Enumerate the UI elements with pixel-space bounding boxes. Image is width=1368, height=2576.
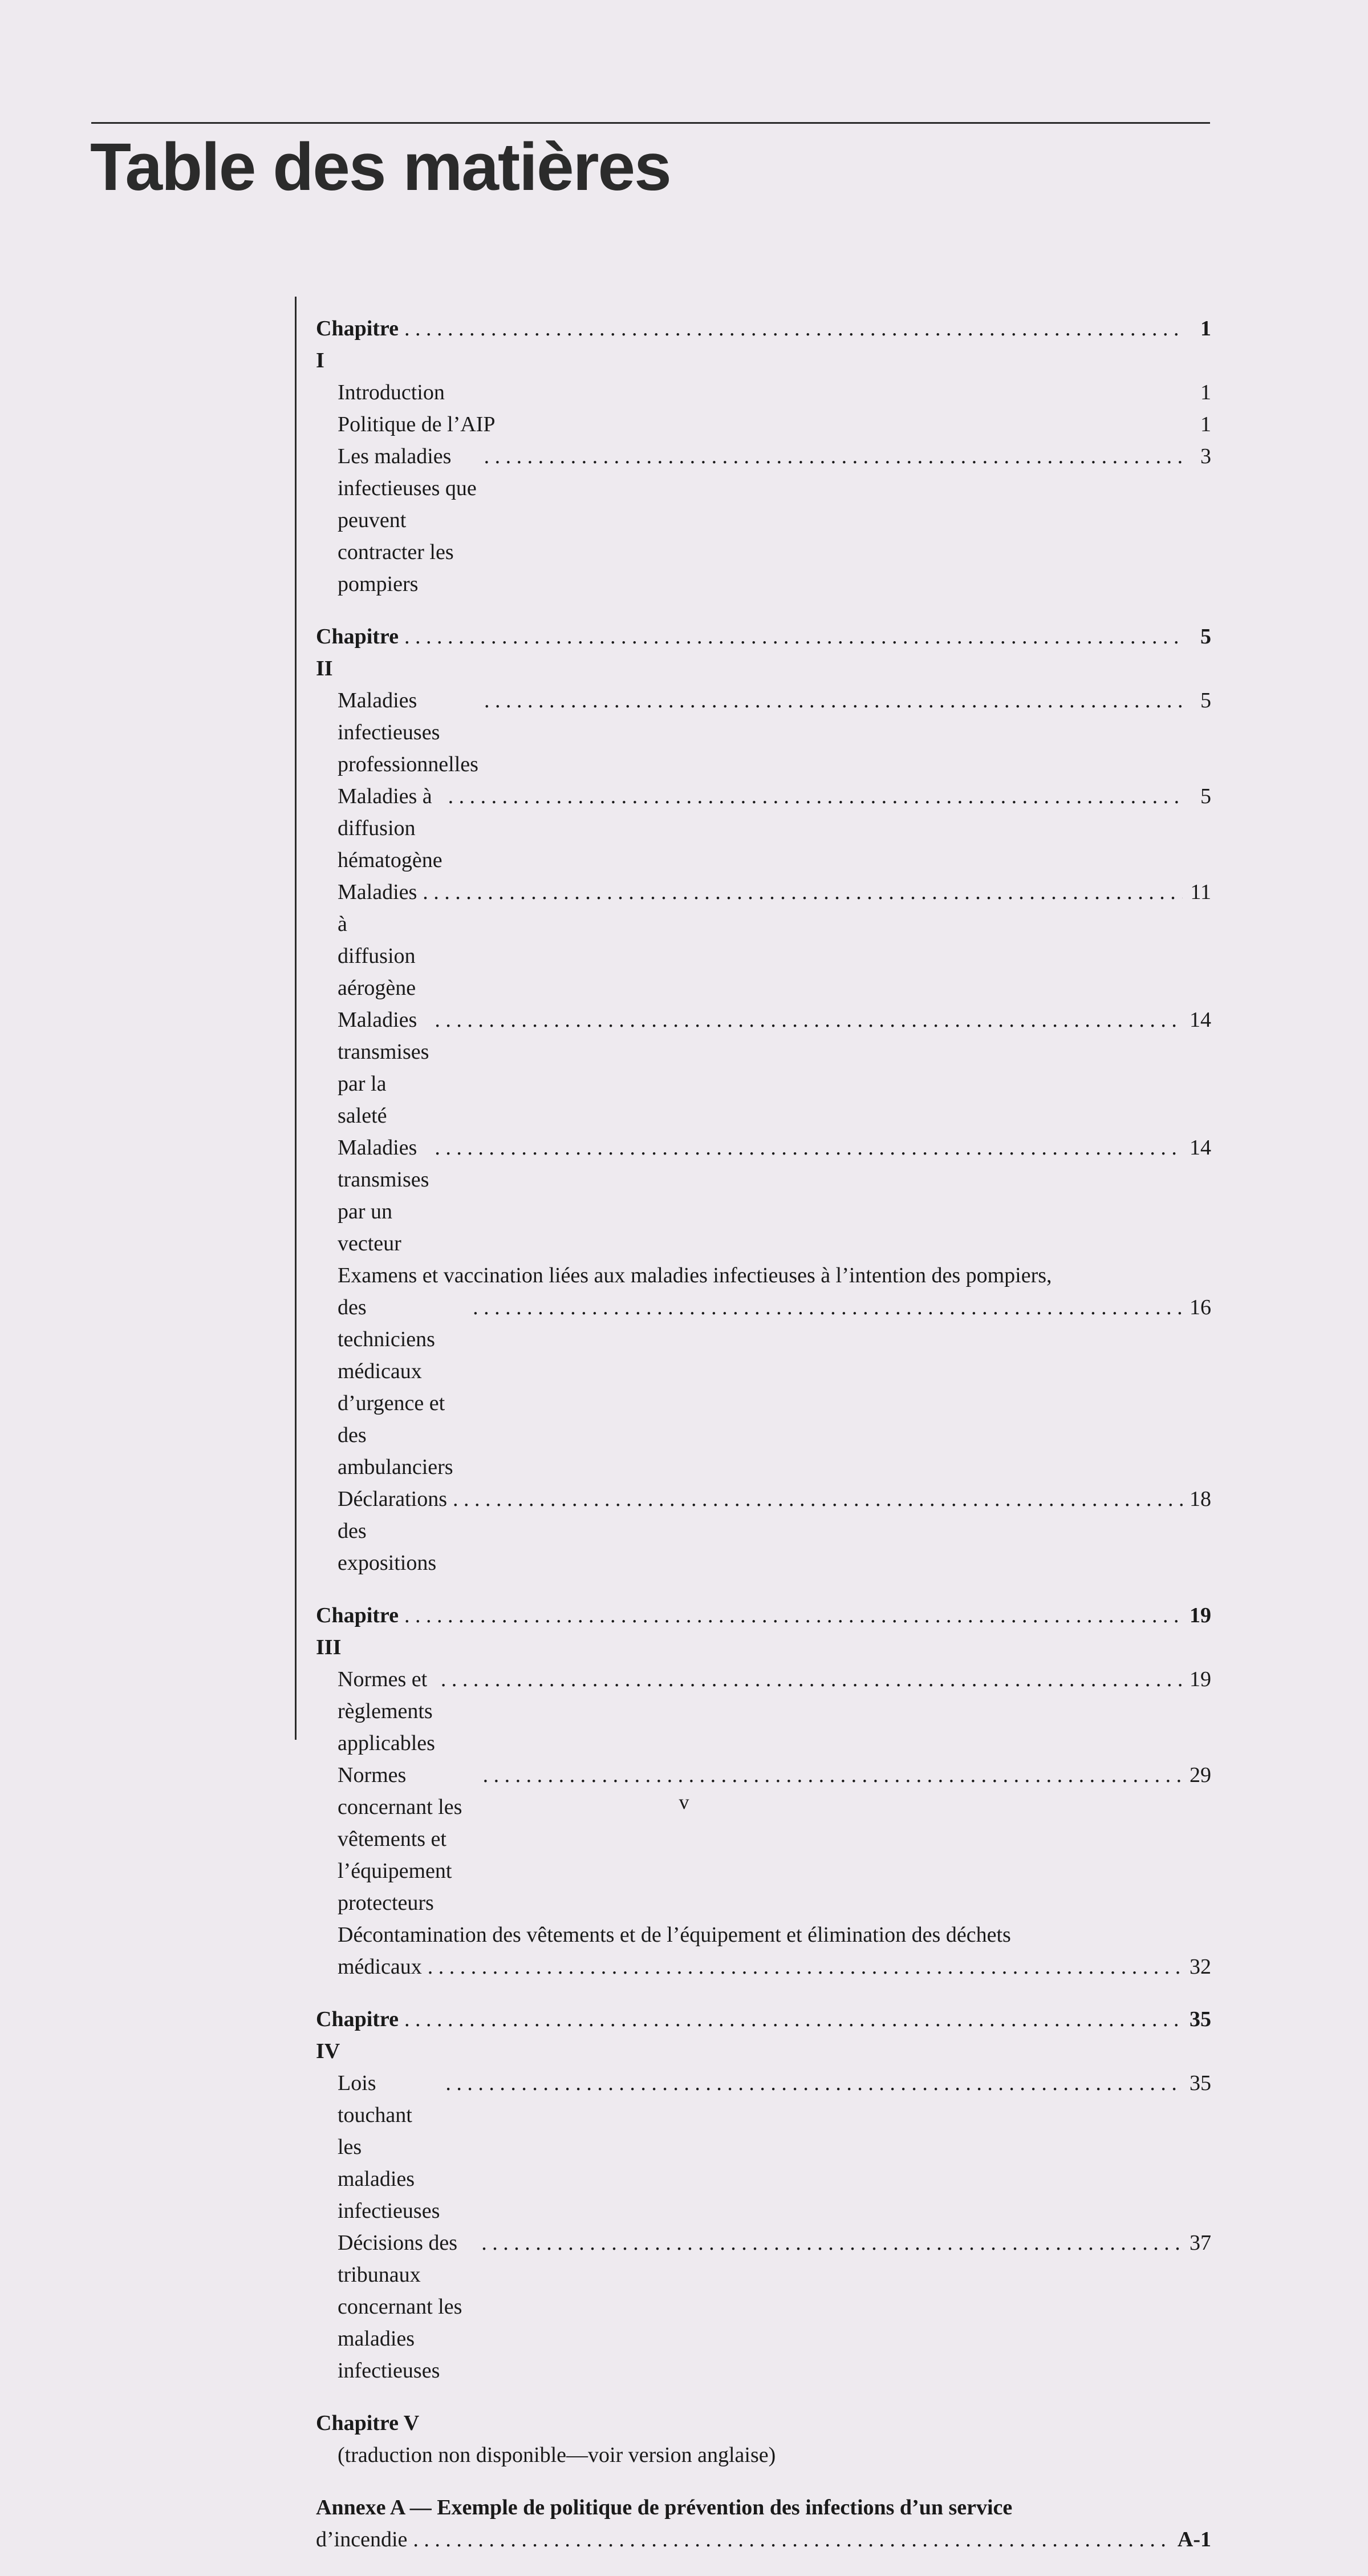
toc-entry[interactable] [316, 684, 1211, 780]
dot-leader [413, 2524, 1172, 2555]
toc-entry-continuation[interactable] [316, 1951, 1211, 1983]
dot-leader [404, 621, 1183, 653]
annex-a [316, 2492, 1211, 2555]
chapter-4 [316, 2003, 1211, 2387]
chapter-heading[interactable] [316, 2407, 1211, 2439]
annex-title-line2: d’incendie [316, 2528, 408, 2551]
page-ref: 35 [1190, 2071, 1211, 2095]
chapter-heading[interactable] [316, 621, 1211, 684]
table-of-contents [316, 313, 1211, 2576]
chapter-5 [316, 2407, 1211, 2471]
toc-entry[interactable] [316, 2439, 1211, 2471]
side-rule [295, 297, 297, 1740]
dot-leader [484, 440, 1183, 472]
dot-leader [483, 1759, 1183, 1791]
toc-entry[interactable] [316, 1132, 1211, 1259]
page-ref: 5 [1200, 784, 1211, 808]
chapter-2 [316, 621, 1211, 1579]
entry-label-line2: médicaux [338, 1955, 422, 1979]
entry-label: Maladies infectieuses professionnelles [338, 688, 478, 776]
page-ref: 19 [1190, 1603, 1211, 1627]
annex-heading[interactable] [316, 2492, 1211, 2524]
dot-leader [435, 1132, 1183, 1164]
page-number: v [679, 1791, 689, 1813]
entry-label-line2: des techniciens médicaux d’urgence et des ambulanciers [338, 1295, 453, 1479]
dot-leader [484, 684, 1183, 716]
toc-entry[interactable] [316, 876, 1211, 1004]
entry-label: Lois touchant les maladies infectieuses [338, 2071, 440, 2223]
dot-leader [448, 780, 1183, 812]
dot-leader [428, 1951, 1183, 1983]
toc-entry[interactable] [316, 440, 1211, 600]
chapter-heading[interactable] [316, 313, 1211, 376]
chapter-title: Chapitre IV [316, 2007, 399, 2063]
dot-leader [404, 2003, 1183, 2035]
chapter-title: Chapitre I [316, 317, 399, 372]
page-ref: 14 [1190, 1008, 1211, 1032]
entry-label: Politique de l’AIP [338, 412, 496, 436]
dot-leader [404, 313, 1183, 345]
page-ref: A-1 [1177, 2528, 1211, 2551]
chapter-title: Chapitre III [316, 1603, 399, 1659]
annex-heading-continuation[interactable] [316, 2524, 1211, 2555]
entry-label: Maladies à diffusion hématogène [338, 784, 443, 872]
page-ref: 1 [1200, 380, 1211, 404]
page-ref: 14 [1190, 1136, 1211, 1160]
entry-label-line1: Décontamination des vêtements et de l’équipement et élimination des déchets [338, 1923, 1011, 1947]
toc-entry[interactable] [316, 1483, 1211, 1579]
page-ref: 16 [1190, 1295, 1211, 1319]
entry-label: Normes et règlements applicables [338, 1667, 435, 1755]
page-ref: 37 [1190, 2231, 1211, 2255]
dot-leader [441, 1663, 1183, 1695]
chapter-heading[interactable] [316, 1599, 1211, 1663]
toc-entry[interactable] [316, 1663, 1211, 1759]
entry-label: Maladies transmises par un vecteur [338, 1136, 429, 1255]
toc-entry[interactable] [316, 1759, 1211, 1919]
annex-title-line1: Annexe A — Exemple de politique de prévention des infections d’un service [316, 2496, 1013, 2520]
page-ref: 3 [1200, 444, 1211, 468]
toc-entry[interactable] [316, 780, 1211, 876]
page-ref: 5 [1200, 688, 1211, 712]
entry-label: Introduction [338, 380, 445, 404]
dot-leader [404, 1599, 1183, 1631]
entry-label: Décisions des tribunaux concernant les maladies infectieuses [338, 2231, 462, 2383]
toc-entry[interactable] [316, 376, 1211, 408]
top-rule [91, 122, 1210, 124]
toc-entry-continuation[interactable] [316, 1291, 1211, 1483]
dot-leader [453, 1483, 1183, 1515]
toc-entry-multiline[interactable] [316, 1919, 1211, 1951]
entry-label: Maladies à diffusion aérogène [338, 880, 417, 1000]
dot-leader [481, 2227, 1183, 2259]
page-title: Table des matières [90, 129, 671, 205]
page-ref: 32 [1190, 1955, 1211, 1979]
chapter-title: Chapitre II [316, 625, 399, 681]
toc-entry[interactable] [316, 2067, 1211, 2227]
dot-leader [473, 1291, 1183, 1323]
entry-label: Normes concernant les vêtements et l’équipement protecteurs [338, 1763, 462, 1915]
entry-label-line1: Examens et vaccination liées aux maladies infectieuses à l’intention des pompiers, [338, 1263, 1052, 1287]
chapter-1 [316, 313, 1211, 600]
dot-leader [445, 2067, 1183, 2099]
chapter-heading[interactable] [316, 2003, 1211, 2067]
entry-label: Déclarations des expositions [338, 1487, 448, 1575]
page-ref: 1 [1200, 317, 1211, 341]
page-ref: 11 [1190, 880, 1211, 904]
toc-entry[interactable] [316, 408, 1211, 440]
entry-label: (traduction non disponible—voir version anglaise) [338, 2443, 776, 2467]
toc-entry[interactable] [316, 1004, 1211, 1132]
dot-leader [435, 1004, 1183, 1036]
entry-label: Les maladies infectieuses que peuvent contracter les pompiers [338, 444, 477, 596]
entry-label: Maladies transmises par la saleté [338, 1008, 429, 1128]
toc-entry-multiline[interactable] [316, 1259, 1211, 1291]
toc-entry[interactable] [316, 2227, 1211, 2387]
page-ref: 19 [1190, 1667, 1211, 1691]
page-ref: 35 [1190, 2007, 1211, 2031]
chapter-title: Chapitre V [316, 2411, 420, 2435]
page-ref: 29 [1190, 1763, 1211, 1787]
page-ref: 18 [1190, 1487, 1211, 1511]
page-ref: 1 [1200, 412, 1211, 436]
dot-leader [423, 876, 1183, 908]
page-ref: 5 [1200, 625, 1211, 649]
